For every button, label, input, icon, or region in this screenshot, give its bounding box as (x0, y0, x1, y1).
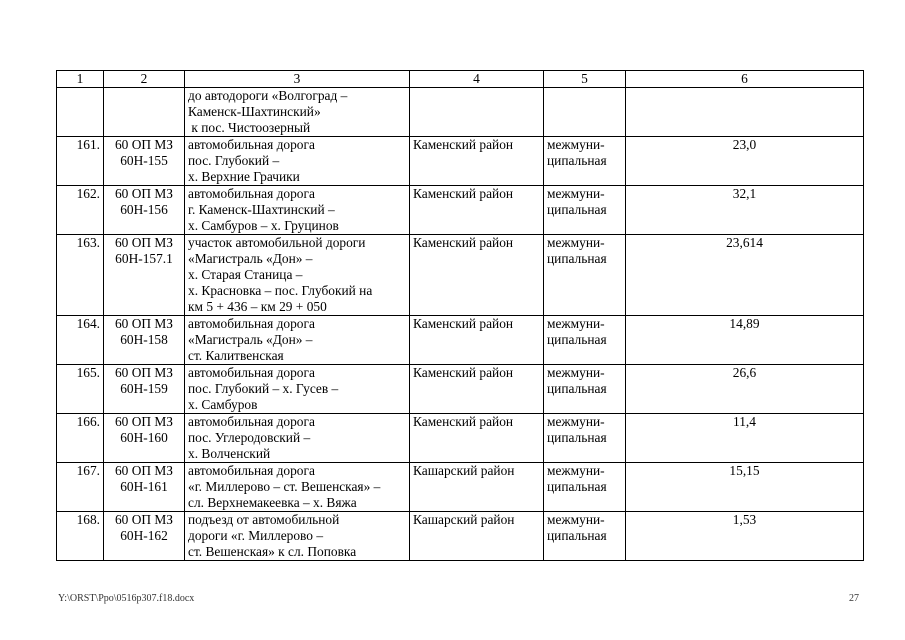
cell-num: 163. (57, 235, 104, 316)
cell-significance (544, 316, 626, 365)
significance-line: межмуни- (547, 463, 605, 478)
cell-district: Каменский район (410, 365, 544, 414)
cell-district: Каменский район (410, 414, 544, 463)
name-line: ст. Вешенская» к сл. Поповка (188, 544, 357, 559)
code-line: 60Н-158 (120, 332, 168, 347)
cell-num: 167. (57, 463, 104, 512)
cell-length: 14,89 (626, 316, 864, 365)
cell-district: Каменский район (410, 316, 544, 365)
cell-code (104, 414, 185, 463)
code-line: 60 ОП МЗ (114, 414, 174, 429)
table-row (57, 365, 864, 414)
name-line: к пос. Чистоозерный (188, 120, 311, 135)
cell-length: 11,4 (626, 414, 864, 463)
cell-num: 161. (57, 137, 104, 186)
header-row (57, 71, 864, 88)
footer-page-number: 27 (849, 593, 859, 604)
name-line: «г. Миллерово – ст. Вешенская» – (188, 479, 381, 494)
code-line: 60 ОП МЗ (114, 463, 174, 478)
table-row (57, 463, 864, 512)
cell-length: 23,614 (626, 235, 864, 316)
name-line: х. Самбуров – х. Груцинов (188, 218, 339, 233)
cell-district: Кашарский район (410, 512, 544, 561)
name-line: «Магистраль «Дон» – (188, 251, 313, 266)
significance-line: ципальная (547, 332, 607, 347)
significance-line: межмуни- (547, 512, 605, 527)
name-line: пос. Глубокий – (188, 153, 280, 168)
significance-line: межмуни- (547, 235, 605, 250)
code-line: 60 ОП МЗ (114, 137, 174, 152)
cell-name (185, 137, 410, 186)
cell-name (185, 316, 410, 365)
name-line: дороги «г. Миллерово – (188, 528, 324, 543)
col-header-6: 6 (626, 71, 864, 88)
significance-line: межмуни- (547, 316, 605, 331)
code-line: 60Н-160 (120, 430, 168, 445)
significance-line: межмуни- (547, 365, 605, 380)
cell-significance (544, 414, 626, 463)
cell-num: 162. (57, 186, 104, 235)
cell-significance (544, 186, 626, 235)
cell-district: Каменский район (410, 235, 544, 316)
cell-district (410, 88, 544, 137)
col-header-3: 3 (185, 71, 410, 88)
code-line: 60 ОП МЗ (114, 316, 174, 331)
cell-name (185, 365, 410, 414)
significance-line: межмуни- (547, 137, 605, 152)
col-header-1: 1 (57, 71, 104, 88)
name-line: х. Волченский (188, 446, 271, 461)
table-row (57, 186, 864, 235)
table-row (57, 137, 864, 186)
name-line: автомобильная дорога (188, 186, 315, 201)
name-line: автомобильная дорога (188, 316, 315, 331)
cell-length: 26,6 (626, 365, 864, 414)
name-line: автомобильная дорога (188, 463, 315, 478)
code-line: 60Н-161 (120, 479, 168, 494)
code-line: 60Н-156 (120, 202, 168, 217)
name-line: автомобильная дорога (188, 365, 315, 380)
significance-line: межмуни- (547, 186, 605, 201)
cell-name (185, 88, 410, 137)
name-line: автомобильная дорога (188, 137, 315, 152)
significance-line: ципальная (547, 479, 607, 494)
significance-line: ципальная (547, 528, 607, 543)
table-row (57, 316, 864, 365)
col-header-4: 4 (410, 71, 544, 88)
cell-name (185, 414, 410, 463)
cell-significance (544, 137, 626, 186)
cell-significance (544, 463, 626, 512)
significance-line: межмуни- (547, 414, 605, 429)
cell-significance (544, 365, 626, 414)
name-line: участок автомобильной дороги (188, 235, 366, 250)
name-line: «Магистраль «Дон» – (188, 332, 313, 347)
code-line: 60Н-155 (120, 153, 168, 168)
cell-num: 164. (57, 316, 104, 365)
cell-code (104, 137, 185, 186)
cell-code (104, 88, 185, 137)
cell-significance (544, 512, 626, 561)
cell-num: 166. (57, 414, 104, 463)
cell-length: 23,0 (626, 137, 864, 186)
cell-code (104, 463, 185, 512)
code-line: 60 ОП МЗ (114, 235, 174, 250)
continuation-row (57, 88, 864, 137)
cell-code (104, 186, 185, 235)
name-line: пос. Углеродовский – (188, 430, 311, 445)
cell-district: Каменский район (410, 186, 544, 235)
cell-name (185, 512, 410, 561)
code-line: 60Н-162 (120, 528, 168, 543)
table-row (57, 512, 864, 561)
name-line: х. Самбуров (188, 397, 258, 412)
name-line: х. Старая Станица – (188, 267, 303, 282)
cell-length: 15,15 (626, 463, 864, 512)
cell-significance (544, 235, 626, 316)
name-line: х. Красновка – пос. Глубокий на (188, 283, 373, 298)
col-header-5: 5 (544, 71, 626, 88)
cell-name (185, 463, 410, 512)
cell-code (104, 316, 185, 365)
roads-table (56, 70, 864, 561)
name-line: автомобильная дорога (188, 414, 315, 429)
cell-name (185, 235, 410, 316)
name-line: подъезд от автомобильной (188, 512, 340, 527)
name-line: г. Каменск-Шахтинский – (188, 202, 335, 217)
significance-line: ципальная (547, 430, 607, 445)
cell-significance (544, 88, 626, 137)
significance-line: ципальная (547, 381, 607, 396)
name-line: пос. Глубокий – х. Гусев – (188, 381, 339, 396)
cell-num: 168. (57, 512, 104, 561)
cell-num (57, 88, 104, 137)
code-line: 60 ОП МЗ (114, 365, 174, 380)
name-line: км 5 + 436 – км 29 + 050 (188, 299, 327, 314)
cell-code (104, 512, 185, 561)
code-line: 60 ОП МЗ (114, 512, 174, 527)
footer-file-path: Y:\ORST\Ppo\0516p307.f18.docx (58, 593, 195, 604)
code-line: 60 ОП МЗ (114, 186, 174, 201)
significance-line: ципальная (547, 202, 607, 217)
significance-line: ципальная (547, 251, 607, 266)
cell-district: Каменский район (410, 137, 544, 186)
cell-district: Кашарский район (410, 463, 544, 512)
name-line: сл. Верхнемакеевка – х. Вяжа (188, 495, 357, 510)
name-line: ст. Калитвенская (188, 348, 284, 363)
name-line: Каменск-Шахтинский» (188, 104, 321, 119)
name-line: х. Верхние Грачики (188, 169, 300, 184)
significance-line: ципальная (547, 153, 607, 168)
name-line: до автодороги «Волгоград – (188, 88, 348, 103)
cell-length: 32,1 (626, 186, 864, 235)
code-line: 60Н-159 (120, 381, 168, 396)
col-header-2: 2 (104, 71, 185, 88)
cell-code (104, 235, 185, 316)
cell-code (104, 365, 185, 414)
cell-length (626, 88, 864, 137)
table-row (57, 235, 864, 316)
code-line: 60Н-157.1 (115, 251, 173, 266)
cell-num: 165. (57, 365, 104, 414)
cell-length: 1,53 (626, 512, 864, 561)
table-row (57, 414, 864, 463)
cell-name (185, 186, 410, 235)
